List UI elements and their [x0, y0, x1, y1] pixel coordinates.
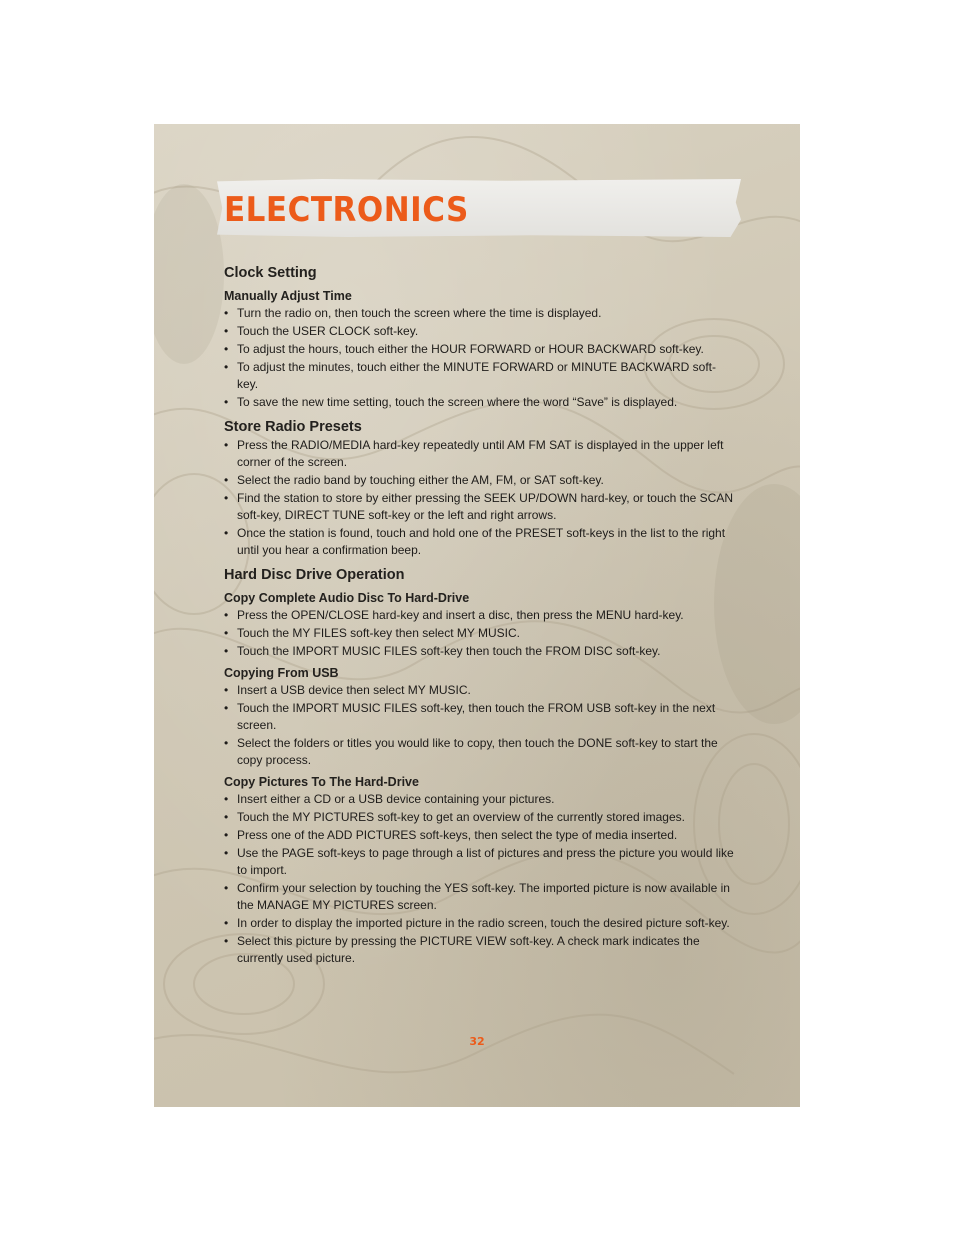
list-item: • In order to display the imported picture in the radio screen, touch the desired picture soft-key.: [224, 915, 734, 932]
list-item: • Use the PAGE soft-keys to page through a list of pictures and press the picture you would like to import.: [224, 845, 734, 879]
list-item: • Touch the IMPORT MUSIC FILES soft-key, then touch the FROM USB soft-key in the next screen.: [224, 700, 734, 734]
page-number: 32: [469, 1035, 485, 1048]
list-item: • Select this picture by pressing the PICTURE VIEW soft-key. A check mark indicates the currently used picture.: [224, 933, 734, 967]
copy-disc-bullets: [224, 607, 734, 660]
page-title: ELECTRONICS: [224, 190, 469, 230]
list-item: • Confirm your selection by touching the YES soft-key. The imported picture is now available in the MANAGE MY PICTURES screen.: [224, 880, 734, 914]
list-item: • Turn the radio on, then touch the screen where the time is displayed.: [224, 305, 734, 322]
manual-page: [154, 124, 800, 1107]
list-item: • Find the station to store by either pressing the SEEK UP/DOWN hard-key, or touch the SCAN soft-key, DIRECT TUNE soft-key or the left and right arrows.: [224, 490, 734, 524]
list-item: • Press one of the ADD PICTURES soft-keys, then select the type of media inserted.: [224, 827, 734, 844]
presets-bullets: [224, 437, 734, 559]
list-item: • Select the radio band by touching either the AM, FM, or SAT soft-key.: [224, 472, 734, 489]
list-item: • Insert a USB device then select MY MUSIC.: [224, 682, 734, 699]
subheading-copy-disc: Copy Complete Audio Disc To Hard-Drive: [224, 591, 470, 605]
list-item: • Once the station is found, touch and hold one of the PRESET soft-keys in the list to the right until you hear a confirmation beep.: [224, 525, 734, 559]
section-heading-presets: Store Radio Presets: [224, 419, 362, 435]
list-item: • Touch the USER CLOCK soft-key.: [224, 323, 734, 340]
subheading-manual-time: Manually Adjust Time: [224, 289, 352, 303]
list-item: • To save the new time setting, touch the screen where the word “Save” is displayed.: [224, 394, 734, 411]
list-item: • Press the RADIO/MEDIA hard-key repeatedly until AM FM SAT is displayed in the upper left corner of the screen.: [224, 437, 734, 471]
copy-usb-bullets: [224, 682, 734, 769]
content-column: [224, 264, 734, 968]
copy-pictures-bullets: [224, 791, 734, 967]
list-item: • Touch the MY FILES soft-key then select MY MUSIC.: [224, 625, 734, 642]
list-item: • Press the OPEN/CLOSE hard-key and insert a disc, then press the MENU hard-key.: [224, 607, 734, 624]
subheading-copy-pictures: Copy Pictures To The Hard-Drive: [224, 775, 419, 789]
list-item: • To adjust the hours, touch either the HOUR FORWARD or HOUR BACKWARD soft-key.: [224, 341, 734, 358]
list-item: • Touch the IMPORT MUSIC FILES soft-key then touch the FROM DISC soft-key.: [224, 643, 734, 660]
list-item: • Insert either a CD or a USB device containing your pictures.: [224, 791, 734, 808]
section-heading-clock: Clock Setting: [224, 265, 317, 281]
list-item: • To adjust the minutes, touch either the MINUTE FORWARD or MINUTE BACKWARD soft-key.: [224, 359, 734, 393]
list-item: • Select the folders or titles you would like to copy, then touch the DONE soft-key to start the copy process.: [224, 735, 734, 769]
list-item: • Touch the MY PICTURES soft-key to get an overview of the currently stored images.: [224, 809, 734, 826]
clock-bullets: [224, 305, 734, 411]
subheading-copy-usb: Copying From USB: [224, 666, 339, 680]
section-heading-hdd: Hard Disc Drive Operation: [224, 567, 405, 583]
